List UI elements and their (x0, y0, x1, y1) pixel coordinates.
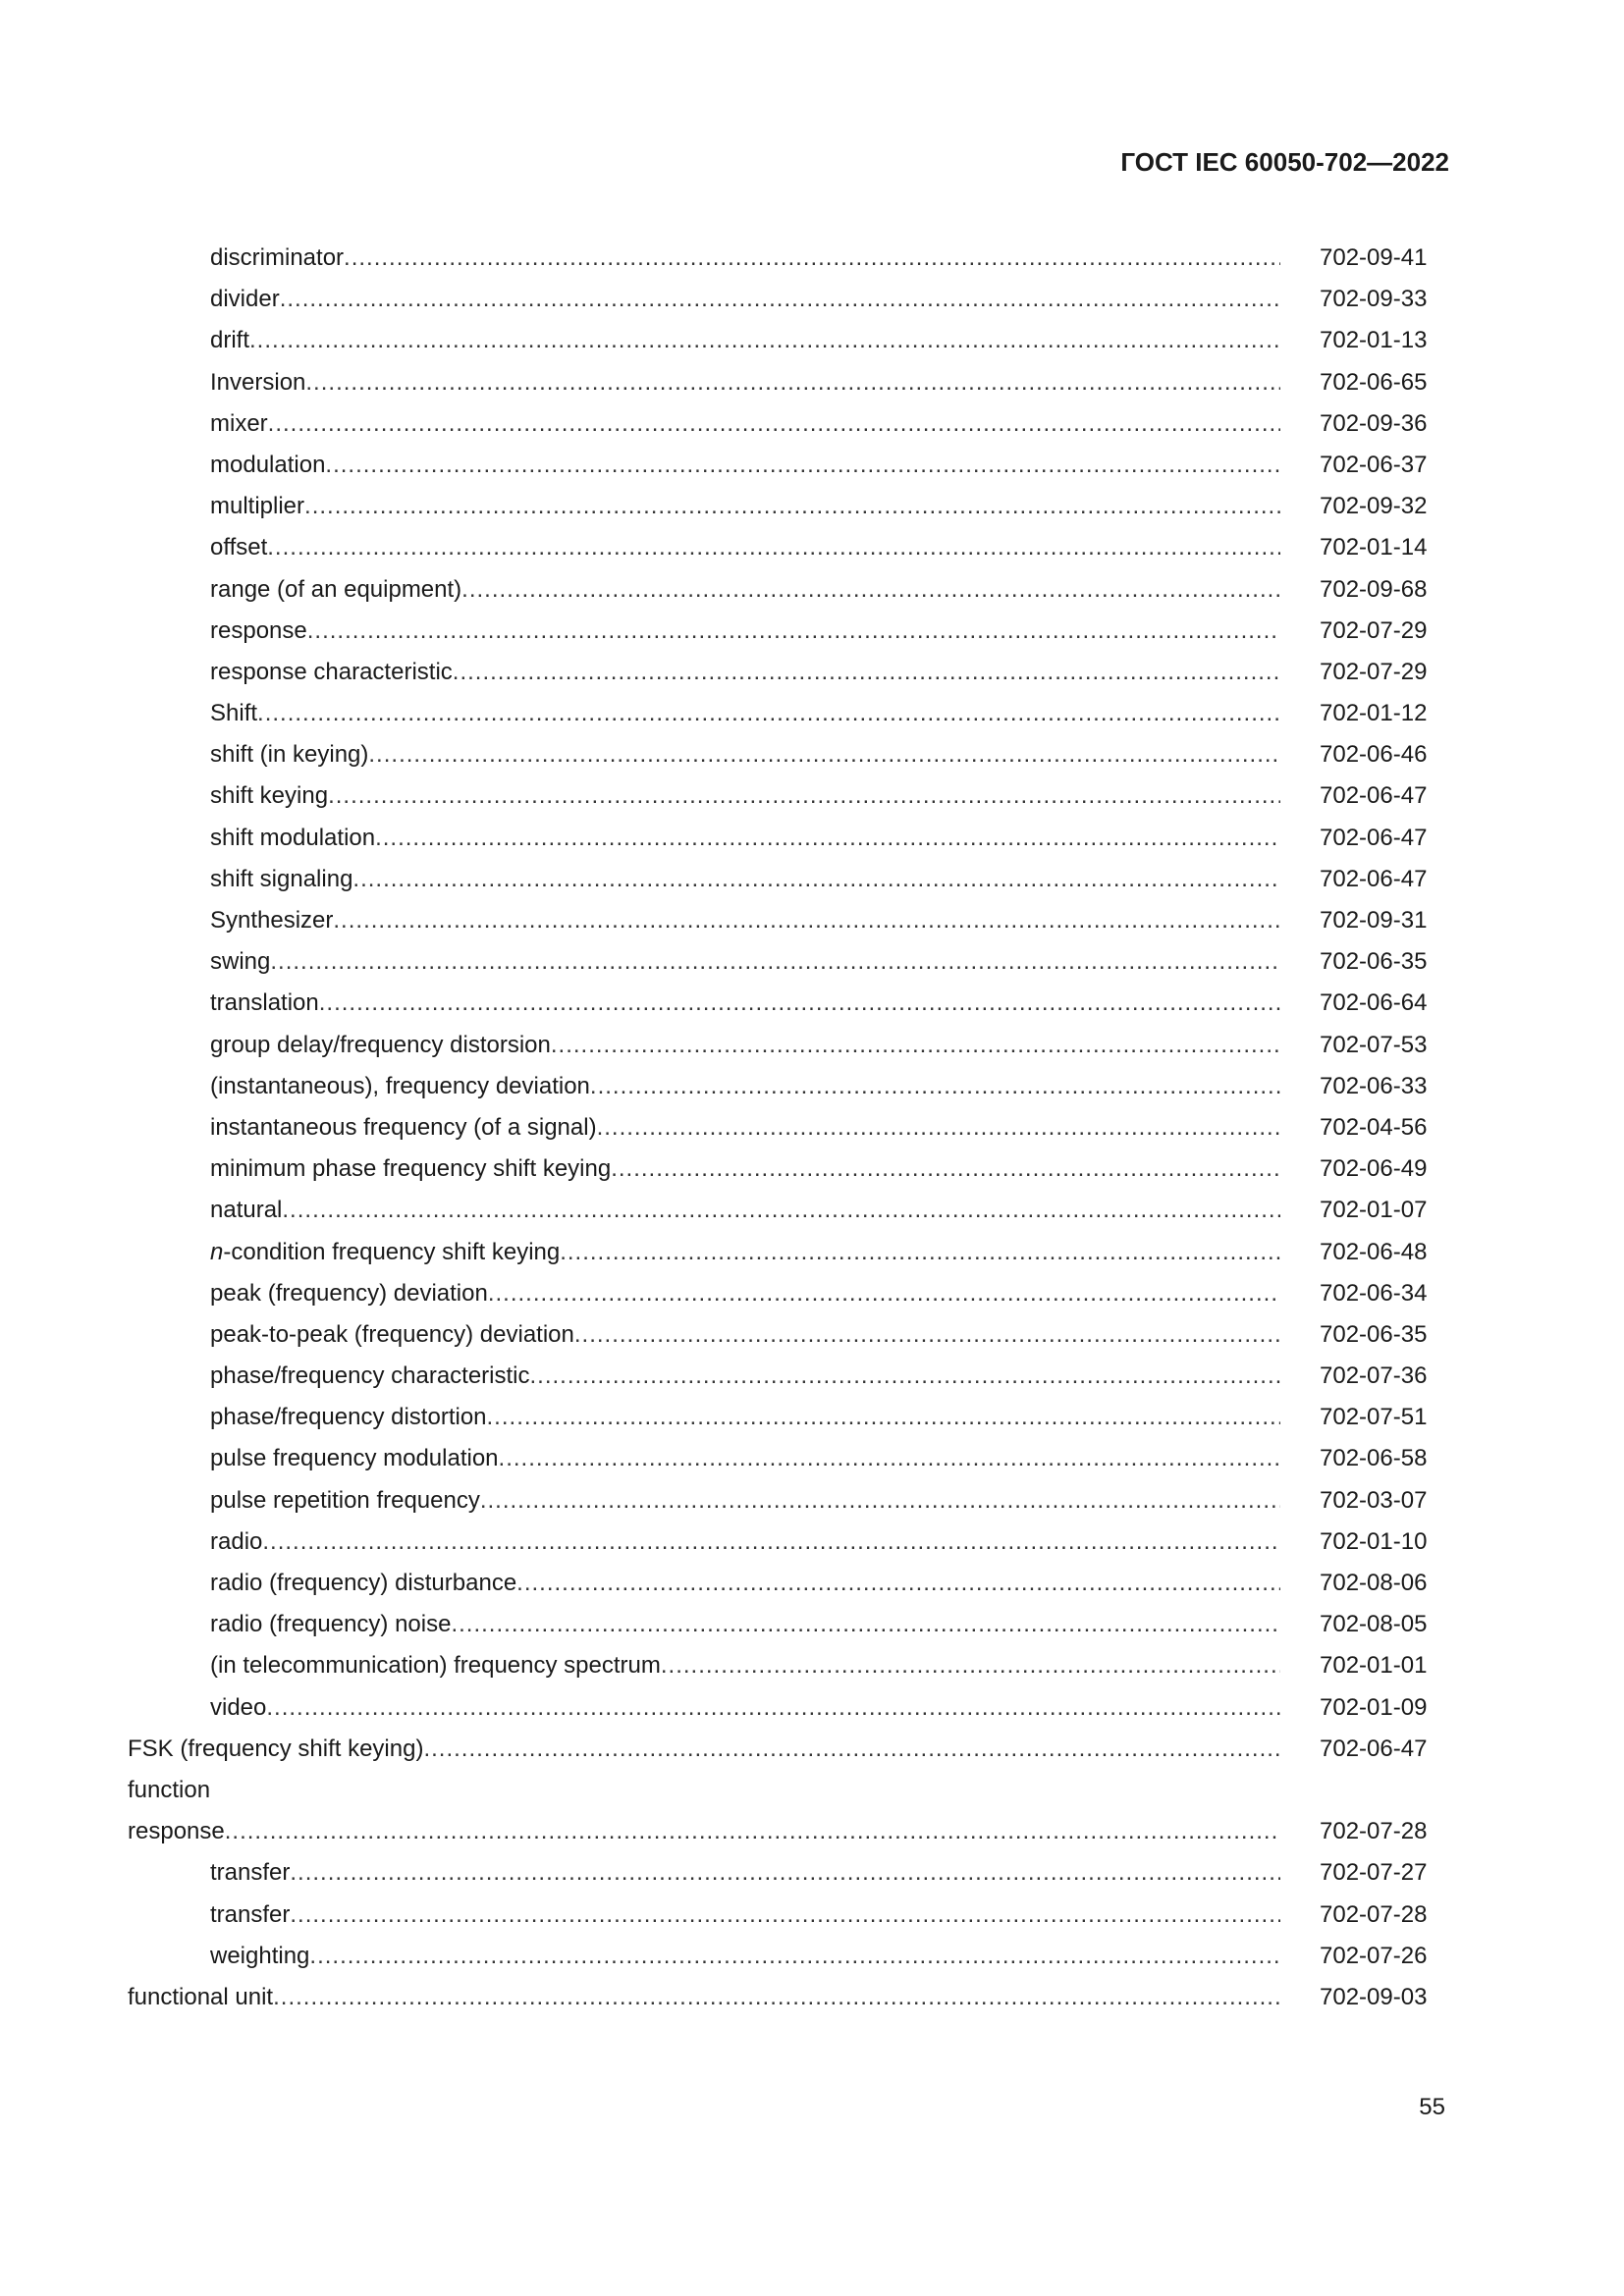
index-term-text: shift keying (210, 782, 329, 810)
index-term-cell (128, 693, 1280, 734)
dot-leader (290, 1895, 1280, 1936)
index-term-cell (128, 320, 1280, 361)
index-term-text: weighting (210, 1942, 310, 1969)
index-term (210, 1232, 560, 1273)
index-term-cell (128, 1895, 1280, 1936)
index-code: 702-01-13 (1320, 327, 1428, 354)
dot-leader (551, 1025, 1280, 1066)
index-entry (128, 1066, 1434, 1107)
index-term-cell (128, 569, 1280, 611)
index-code: 702-09-32 (1320, 493, 1428, 520)
index-entry (128, 1314, 1434, 1356)
index-entry (128, 1190, 1434, 1231)
index-term-text: response (128, 1818, 225, 1845)
index-entry (128, 1522, 1434, 1563)
dot-leader (574, 1314, 1280, 1356)
dot-leader (268, 403, 1280, 445)
index-term-text: radio (210, 1527, 263, 1555)
index-term-text: functional unit (128, 1983, 274, 2010)
index-term-cell (128, 1232, 1280, 1273)
index-term (210, 569, 461, 611)
index-code: 702-09-36 (1320, 409, 1428, 437)
index-code: 702-03-07 (1320, 1486, 1428, 1514)
index-entry (128, 1687, 1434, 1729)
index-term (210, 734, 368, 775)
dot-leader (280, 279, 1280, 320)
index-term-text: Synthesizer (210, 907, 334, 934)
index-code: 702-07-28 (1320, 1900, 1428, 1928)
index-term-cell (128, 1273, 1280, 1314)
dot-leader (368, 734, 1280, 775)
index-code: 702-06-64 (1320, 989, 1428, 1017)
dot-leader (270, 941, 1280, 983)
index-code: 702-06-65 (1320, 368, 1428, 396)
index-code: 702-01-12 (1320, 700, 1428, 727)
dot-leader (423, 1729, 1280, 1770)
dot-leader (257, 693, 1280, 734)
index-term (210, 1480, 480, 1522)
index-term (210, 1397, 487, 1438)
index-term-text: divider (210, 286, 280, 313)
index-term (210, 1522, 262, 1563)
dot-leader (597, 1107, 1280, 1148)
index-term (210, 320, 249, 361)
index-code: 702-01-01 (1320, 1652, 1428, 1680)
index-code: 702-07-51 (1320, 1404, 1428, 1431)
dot-leader (282, 1190, 1280, 1231)
index-code: 702-07-36 (1320, 1362, 1428, 1390)
index-term-text: phase/frequency distortion (210, 1404, 487, 1431)
index-term (210, 859, 352, 900)
index-code: 702-01-14 (1320, 534, 1428, 561)
index-entry (128, 859, 1434, 900)
dot-leader (530, 1356, 1281, 1397)
index-term-cell (128, 611, 1280, 652)
index-term (128, 1729, 423, 1770)
index-term-text: (instantaneous), frequency deviation (210, 1072, 590, 1099)
dot-leader (590, 1066, 1280, 1107)
index-term-text: multiplier (210, 493, 305, 520)
index-term (210, 1190, 282, 1231)
index-entry (128, 320, 1434, 361)
dot-leader (453, 652, 1280, 693)
index-code: 702-06-35 (1320, 948, 1428, 976)
index-entry (128, 1770, 1434, 1811)
index-entry (128, 900, 1434, 941)
index-term-text: video (210, 1693, 267, 1721)
index-term-cell (128, 1729, 1280, 1770)
index-term-text: radio (frequency) noise (210, 1611, 452, 1638)
index-term-cell (128, 527, 1280, 568)
index-term (210, 1148, 611, 1190)
dot-leader (262, 1522, 1280, 1563)
index-term-text: modulation (210, 451, 326, 478)
dot-leader (319, 983, 1280, 1024)
index-term (210, 1438, 499, 1479)
index-term (210, 900, 333, 941)
index-term-text: shift signaling (210, 865, 353, 892)
index-term-text: transfer (210, 1900, 291, 1928)
index-term-cell (128, 1107, 1280, 1148)
index-entry (128, 362, 1434, 403)
index-term-text: shift modulation (210, 824, 376, 851)
index-term-text: range (of an equipment) (210, 575, 462, 603)
index-term-text: pulse repetition frequency (210, 1486, 480, 1514)
index-term (210, 1604, 451, 1645)
dot-leader (344, 238, 1280, 279)
index-term-cell (128, 1936, 1280, 1977)
index-entry (128, 403, 1434, 445)
index-term-cell (128, 1025, 1280, 1066)
index-term-cell (128, 1522, 1280, 1563)
index-term-text: peak (frequency) deviation (210, 1279, 488, 1307)
index-code: 702-09-68 (1320, 575, 1428, 603)
index-entry (128, 983, 1434, 1024)
index-code: 702-06-35 (1320, 1320, 1428, 1348)
index-entry (128, 1811, 1434, 1852)
index-term (210, 279, 280, 320)
index-entry (128, 734, 1434, 775)
index-entry (128, 818, 1434, 859)
index-entry (128, 1356, 1434, 1397)
index-term (210, 1645, 661, 1686)
index-term-cell (128, 818, 1280, 859)
index-code: 702-01-07 (1320, 1197, 1428, 1224)
index-term-cell (128, 1397, 1280, 1438)
index-entry (128, 1438, 1434, 1479)
index-code: 702-07-29 (1320, 616, 1428, 644)
dot-leader (249, 320, 1280, 361)
index-term-text: mixer (210, 409, 268, 437)
index-term-cell (128, 859, 1280, 900)
index-entry (128, 1232, 1434, 1273)
index-entry (128, 611, 1434, 652)
index-term-text: minimum phase frequency shift keying (210, 1155, 612, 1183)
index-code: 702-06-47 (1320, 824, 1428, 851)
index-term-text: phase/frequency characteristic (210, 1362, 530, 1390)
index-entry (128, 1397, 1434, 1438)
index-entry (128, 693, 1434, 734)
index-code: 702-07-27 (1320, 1859, 1428, 1887)
index-term-text: Shift (210, 700, 258, 727)
dot-leader (273, 1977, 1280, 2018)
index-term (210, 1936, 309, 1977)
index-term-cell (128, 1066, 1280, 1107)
index-entry (128, 569, 1434, 611)
dot-leader (307, 611, 1280, 652)
index-term-text: instantaneous frequency (of a signal) (210, 1113, 597, 1141)
index-code: 702-09-03 (1320, 1983, 1428, 2010)
index-code: 702-06-34 (1320, 1279, 1428, 1307)
index-entry (128, 1604, 1434, 1645)
dot-leader (304, 486, 1280, 527)
index-term (210, 362, 305, 403)
index-term (210, 775, 328, 817)
index-term (210, 1563, 516, 1604)
index-term-cell (128, 1148, 1280, 1190)
dot-leader (480, 1480, 1280, 1522)
index-term-cell (128, 775, 1280, 817)
index-term-cell (128, 1811, 1280, 1852)
index-entry (128, 1936, 1434, 1977)
index-term-cell (128, 941, 1280, 983)
index-term-cell (128, 900, 1280, 941)
index-code: 702-09-33 (1320, 286, 1428, 313)
index-code: 702-07-28 (1320, 1818, 1428, 1845)
index-term-text: (in telecommunication) frequency spectrum (210, 1652, 661, 1680)
index-code: 702-09-31 (1320, 907, 1428, 934)
index-term (210, 527, 267, 568)
dot-leader (309, 1936, 1280, 1977)
index-term (210, 1356, 530, 1397)
index-term (210, 403, 268, 445)
dot-leader (290, 1852, 1280, 1894)
dot-leader (487, 1397, 1280, 1438)
index-entry (128, 279, 1434, 320)
index-term (210, 1687, 266, 1729)
index-term-cell (128, 1687, 1280, 1729)
dot-leader (611, 1148, 1280, 1190)
index-term-cell (128, 445, 1280, 486)
index-term-text: -condition frequency shift keying (223, 1238, 561, 1265)
index-term (210, 983, 319, 1024)
index-code: 702-06-58 (1320, 1445, 1428, 1472)
dot-leader (516, 1563, 1280, 1604)
index-term-text: natural (210, 1197, 283, 1224)
dot-leader (461, 569, 1280, 611)
index-term (210, 652, 453, 693)
index-code: 702-01-10 (1320, 1527, 1428, 1555)
dot-leader (499, 1438, 1280, 1479)
index-entry (128, 238, 1434, 279)
index-code: 702-07-26 (1320, 1942, 1428, 1969)
index-term (128, 1811, 225, 1852)
index-entry (128, 445, 1434, 486)
dot-leader (560, 1232, 1280, 1273)
index-term-text: offset (210, 534, 268, 561)
dot-leader (225, 1811, 1280, 1852)
index-term (210, 445, 325, 486)
page-number: 55 (1419, 2094, 1445, 2120)
dot-leader (488, 1273, 1280, 1314)
index-term (128, 1770, 210, 1811)
index-term-cell (128, 1480, 1280, 1522)
index-term (210, 238, 344, 279)
dot-leader (333, 900, 1280, 941)
index-term (210, 1107, 597, 1148)
index-code: 702-01-09 (1320, 1693, 1428, 1721)
index-entry (128, 1025, 1434, 1066)
index-term-cell (128, 652, 1280, 693)
index-term (210, 1273, 488, 1314)
index-term-text: response (210, 616, 307, 644)
dot-leader (375, 818, 1280, 859)
index-term-text: group delay/frequency distorsion (210, 1031, 551, 1058)
index-term-cell (128, 1190, 1280, 1231)
index-entry (128, 1895, 1434, 1936)
index-entry (128, 1977, 1434, 2018)
index-code: 702-06-46 (1320, 741, 1428, 769)
index-entry (128, 1729, 1434, 1770)
index-code: 702-07-29 (1320, 658, 1428, 685)
index-term (128, 1977, 273, 2018)
index-code: 702-06-47 (1320, 865, 1428, 892)
dot-leader (352, 859, 1280, 900)
index-term-cell (128, 238, 1280, 279)
index-term (210, 1025, 551, 1066)
index-term-italic: n (210, 1238, 224, 1265)
index-term-cell (128, 983, 1280, 1024)
index-term-text: peak-to-peak (frequency) deviation (210, 1320, 574, 1348)
index-code: 702-06-47 (1320, 1735, 1428, 1762)
index-code: 702-06-49 (1320, 1155, 1428, 1183)
index-term-cell (128, 279, 1280, 320)
index-term-text: shift (in keying) (210, 741, 369, 769)
index-term-text: pulse frequency modulation (210, 1445, 499, 1472)
index-term-text: transfer (210, 1859, 291, 1887)
index-entry (128, 1645, 1434, 1686)
index-term-cell (128, 1438, 1280, 1479)
dot-leader (328, 775, 1280, 817)
index-code: 702-06-47 (1320, 782, 1428, 810)
index-term-cell (128, 1314, 1280, 1356)
index-code: 702-08-05 (1320, 1611, 1428, 1638)
index-entry (128, 1107, 1434, 1148)
dot-leader (325, 445, 1280, 486)
index-term (210, 1314, 574, 1356)
index-term-text: radio (frequency) disturbance (210, 1570, 517, 1596)
index-term (210, 941, 270, 983)
document-header: ГОСТ IEC 60050-702—2022 (1120, 147, 1449, 177)
index-entry (128, 652, 1434, 693)
dot-leader (266, 1687, 1280, 1729)
index-term (210, 1895, 290, 1936)
index-entry (128, 1563, 1434, 1604)
index-term (210, 1852, 290, 1894)
term-index (128, 238, 1434, 2018)
index-term-text: swing (210, 948, 271, 976)
index-term-cell (128, 1770, 1280, 1811)
index-term-text: function (128, 1776, 211, 1803)
index-term-cell (128, 1604, 1280, 1645)
index-entry (128, 775, 1434, 817)
index-term-text: drift (210, 327, 250, 354)
index-entry (128, 1480, 1434, 1522)
index-term (210, 693, 257, 734)
index-term (210, 486, 304, 527)
index-term-cell (128, 1563, 1280, 1604)
index-entry (128, 1273, 1434, 1314)
index-term (210, 1066, 590, 1107)
index-term (210, 818, 375, 859)
index-term-cell (128, 1852, 1280, 1894)
index-term-text: discriminator (210, 244, 345, 271)
index-term-cell (128, 734, 1280, 775)
index-term-cell (128, 1645, 1280, 1686)
index-term-text: FSK (frequency shift keying) (128, 1735, 424, 1762)
index-code: 702-07-53 (1320, 1031, 1428, 1058)
index-term (210, 611, 307, 652)
index-term-cell (128, 486, 1280, 527)
index-entry (128, 1852, 1434, 1894)
index-code: 702-04-56 (1320, 1113, 1428, 1141)
index-code: 702-06-33 (1320, 1072, 1428, 1099)
dot-leader (305, 362, 1280, 403)
index-term-text: translation (210, 989, 319, 1017)
index-term-cell (128, 403, 1280, 445)
index-entry (128, 941, 1434, 983)
dot-leader (267, 527, 1280, 568)
index-term-text: response characteristic (210, 658, 453, 685)
index-entry (128, 1148, 1434, 1190)
index-entry (128, 486, 1434, 527)
index-code: 702-08-06 (1320, 1570, 1428, 1596)
index-code: 702-09-41 (1320, 244, 1428, 271)
index-entry (128, 527, 1434, 568)
index-term-text: Inversion (210, 368, 306, 396)
index-term-cell (128, 362, 1280, 403)
index-code: 702-06-48 (1320, 1238, 1428, 1265)
index-code: 702-06-37 (1320, 451, 1428, 478)
index-term-cell (128, 1356, 1280, 1397)
index-term-cell (128, 1977, 1280, 2018)
dot-leader (661, 1645, 1280, 1686)
dot-leader (451, 1604, 1280, 1645)
